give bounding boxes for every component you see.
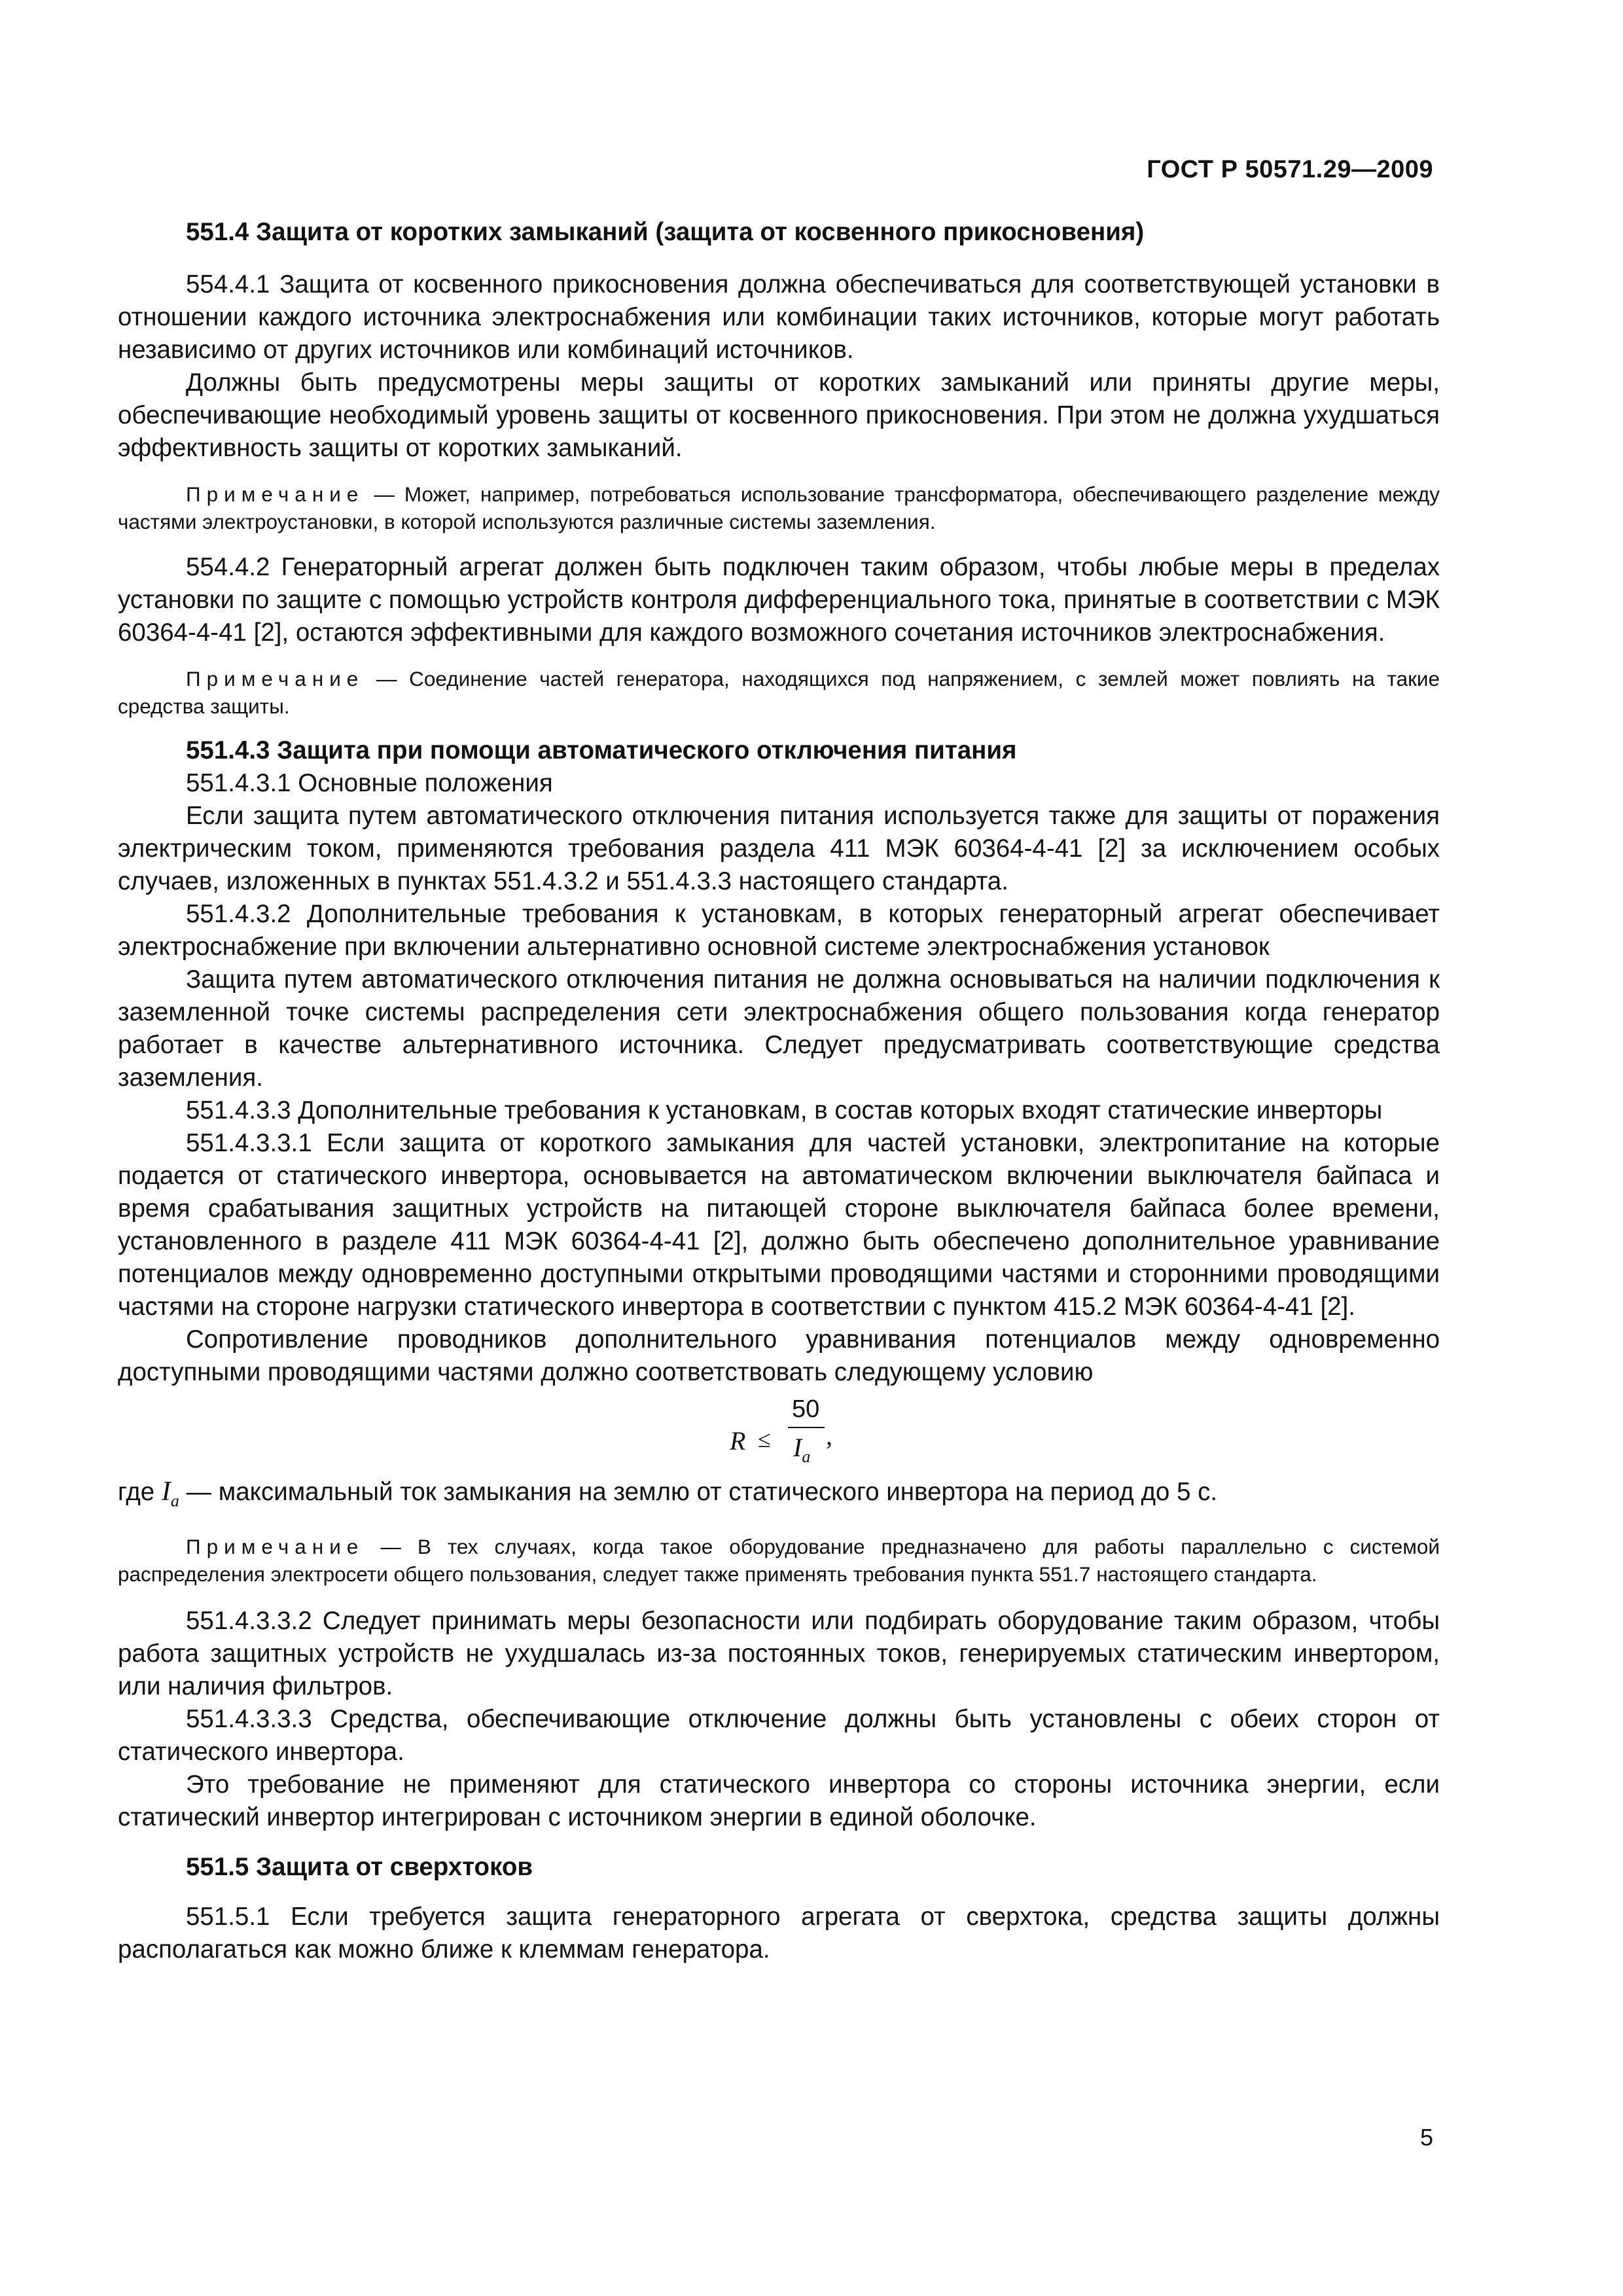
note-text: — Соединение частей генератора, находящихся под напряжением, с землей может повлиять на такие средства защиты. (118, 667, 1440, 718)
note-label: Примечание (186, 667, 365, 691)
formula-denominator: $I_a$ (793, 1433, 811, 1466)
resistance-formula (118, 1389, 1440, 1475)
note-label: Примечание (186, 482, 365, 506)
note-label: Примечание (186, 1535, 365, 1559)
paragraph-551-5-1: 551.5.1 Если требуется защита генераторного агрегата от сверхтока, средства защиты должны располагаться как можно ближе к клеммам генератора. (118, 1903, 1440, 1964)
formula-numerator: 50 (792, 1395, 820, 1423)
fraction-bar (788, 1427, 825, 1428)
page-number: 5 (1419, 2124, 1433, 2151)
document-body (118, 216, 1440, 1966)
paragraph-551-4-3-3-1: 551.4.3.3.1 Если защита от короткого замыкания для частей установки, электропитание на которые подается от статического инвертора, основывается на автоматическом включении выключателя байпаса и время срабатывания защитных устройств на питающей стороне выключателя байпаса более времени, установленного в разделе 411 МЭК 60364-4-41 [2], должно быть обеспечено дополнительное уравнивание потенциалов между одновременно доступными открытыми проводящими частями и сторонними проводящими частями на стороне нагрузки статического инвертора в соответствии с пунктом 415.2 МЭК 60364-4-41 [2]. (118, 1129, 1440, 1321)
paragraph-551-4-3-3-2: 551.4.3.3.2 Следует принимать меры безопасности или подбирать оборудование таким образом, чтобы работа защитных устройств не ухудшалась из-за постоянных токов, генерируемых статическим инвертором, или наличия фильтров. (118, 1607, 1440, 1701)
paragraph-551-4-3-3: 551.4.3.3 Дополнительные требования к установкам, в состав которых входят статические инверторы (186, 1096, 1383, 1124)
section-heading-551-4-3: 551.4.3 Защита при помощи автоматического отключения питания (186, 736, 1017, 764)
formula-comma: , (826, 1421, 832, 1450)
section-heading-551-4: 551.4 Защита от коротких замыканий (защита от косвенного прикосновения) (186, 218, 1145, 246)
formula-where-clause: где $I_a$ — максимальный ток замыкания на землю от статического инвертора на период до 5 с. (118, 1477, 1218, 1511)
paragraph-resistance-condition: Сопротивление проводников дополнительного уравнивания потенциалов между одновременно доступными проводящими частями должно соответствовать следующему условию (118, 1325, 1440, 1386)
note-text: — Может, например, потребоваться использование трансформатора, обеспечивающего разделение между частями электроустановки, в которой используются различные системы заземления. (118, 482, 1440, 533)
paragraph-protection-measures: Должны быть предусмотрены меры защиты от коротких замыканий или приняты другие меры, обеспечивающие необходимый уровень защиты от косвенного прикосновения. При этом не должна ухудшаться эффективность защиты от коротких замыканий. (118, 368, 1440, 462)
section-heading-551-5: 551.5 Защита от сверхтоков (186, 1853, 533, 1882)
formula-lhs: R (730, 1426, 746, 1456)
paragraph-grounding: Защита путем автоматического отключения питания не должна основываться на наличии подключения к заземленной точке системы распределения сети электроснабжения общего пользования когда генератор работает в качестве альтернативного источника. Следует предусматривать соответствующие средства заземления. (118, 965, 1440, 1092)
paragraph-554-4-1: 554.4.1 Защита от косвенного прикосновения должна обеспечиваться для соответствующей установки в отношении каждого источника электроснабжения или комбинации таких источников, которые могут работать независимо от других источников или комбинаций источников. (118, 270, 1440, 364)
paragraph-551-4-3-3-3: 551.4.3.3.3 Средства, обеспечивающие отключение должны быть установлены с обеих сторон от статического инвертора. (118, 1705, 1440, 1767)
note-transformer (118, 480, 1440, 535)
paragraph-554-4-2: 554.4.2 Генераторный агрегат должен быть подключен таким образом, чтобы любые меры в пределах установки по защите с помощью устройств контроля дифференциального тока, принятые в соответствии с МЭК 60364-4-41 [2], остаются эффективными для каждого возможного сочетания источников электроснабжения. (118, 553, 1440, 647)
standard-header: ГОСТ Р 50571.29—2009 (1147, 156, 1433, 183)
note-text: — В тех случаях, когда такое оборудование предназначено для работы параллельно с системой распределения электросети общего пользования, следует также применять требования пункта 551.7 настоящего стандарта. (118, 1535, 1440, 1587)
subheading-551-4-3-1: 551.4.3.1 Основные положения (186, 769, 553, 797)
paragraph-551-4-3-2: 551.4.3.2 Дополнительные требования к установкам, в которых генераторный агрегат обеспечивает электроснабжение при включении альтернативно основной системе электроснабжения установок (118, 900, 1440, 961)
formula-operator: ≤ (758, 1426, 771, 1452)
note-generator-connection (118, 665, 1440, 720)
paragraph-inverter-exception: Это требование не применяют для статического инвертора со стороны источника энергии, если статический инвертор интегрирован с источником энергии в единой оболочке. (118, 1770, 1440, 1832)
current-symbol: $I_a$ (161, 1477, 179, 1511)
paragraph-auto-disconnection: Если защита путем автоматического отключения питания используется также для защиты от поражения электрическим током, применяются требования раздела 411 МЭК 60364-4-41 [2] за исключением особых случаев, изложенных в пунктах 551.4.3.2 и 551.4.3.3 настоящего стандарта. (118, 802, 1440, 895)
note-parallel-operation (118, 1533, 1440, 1588)
